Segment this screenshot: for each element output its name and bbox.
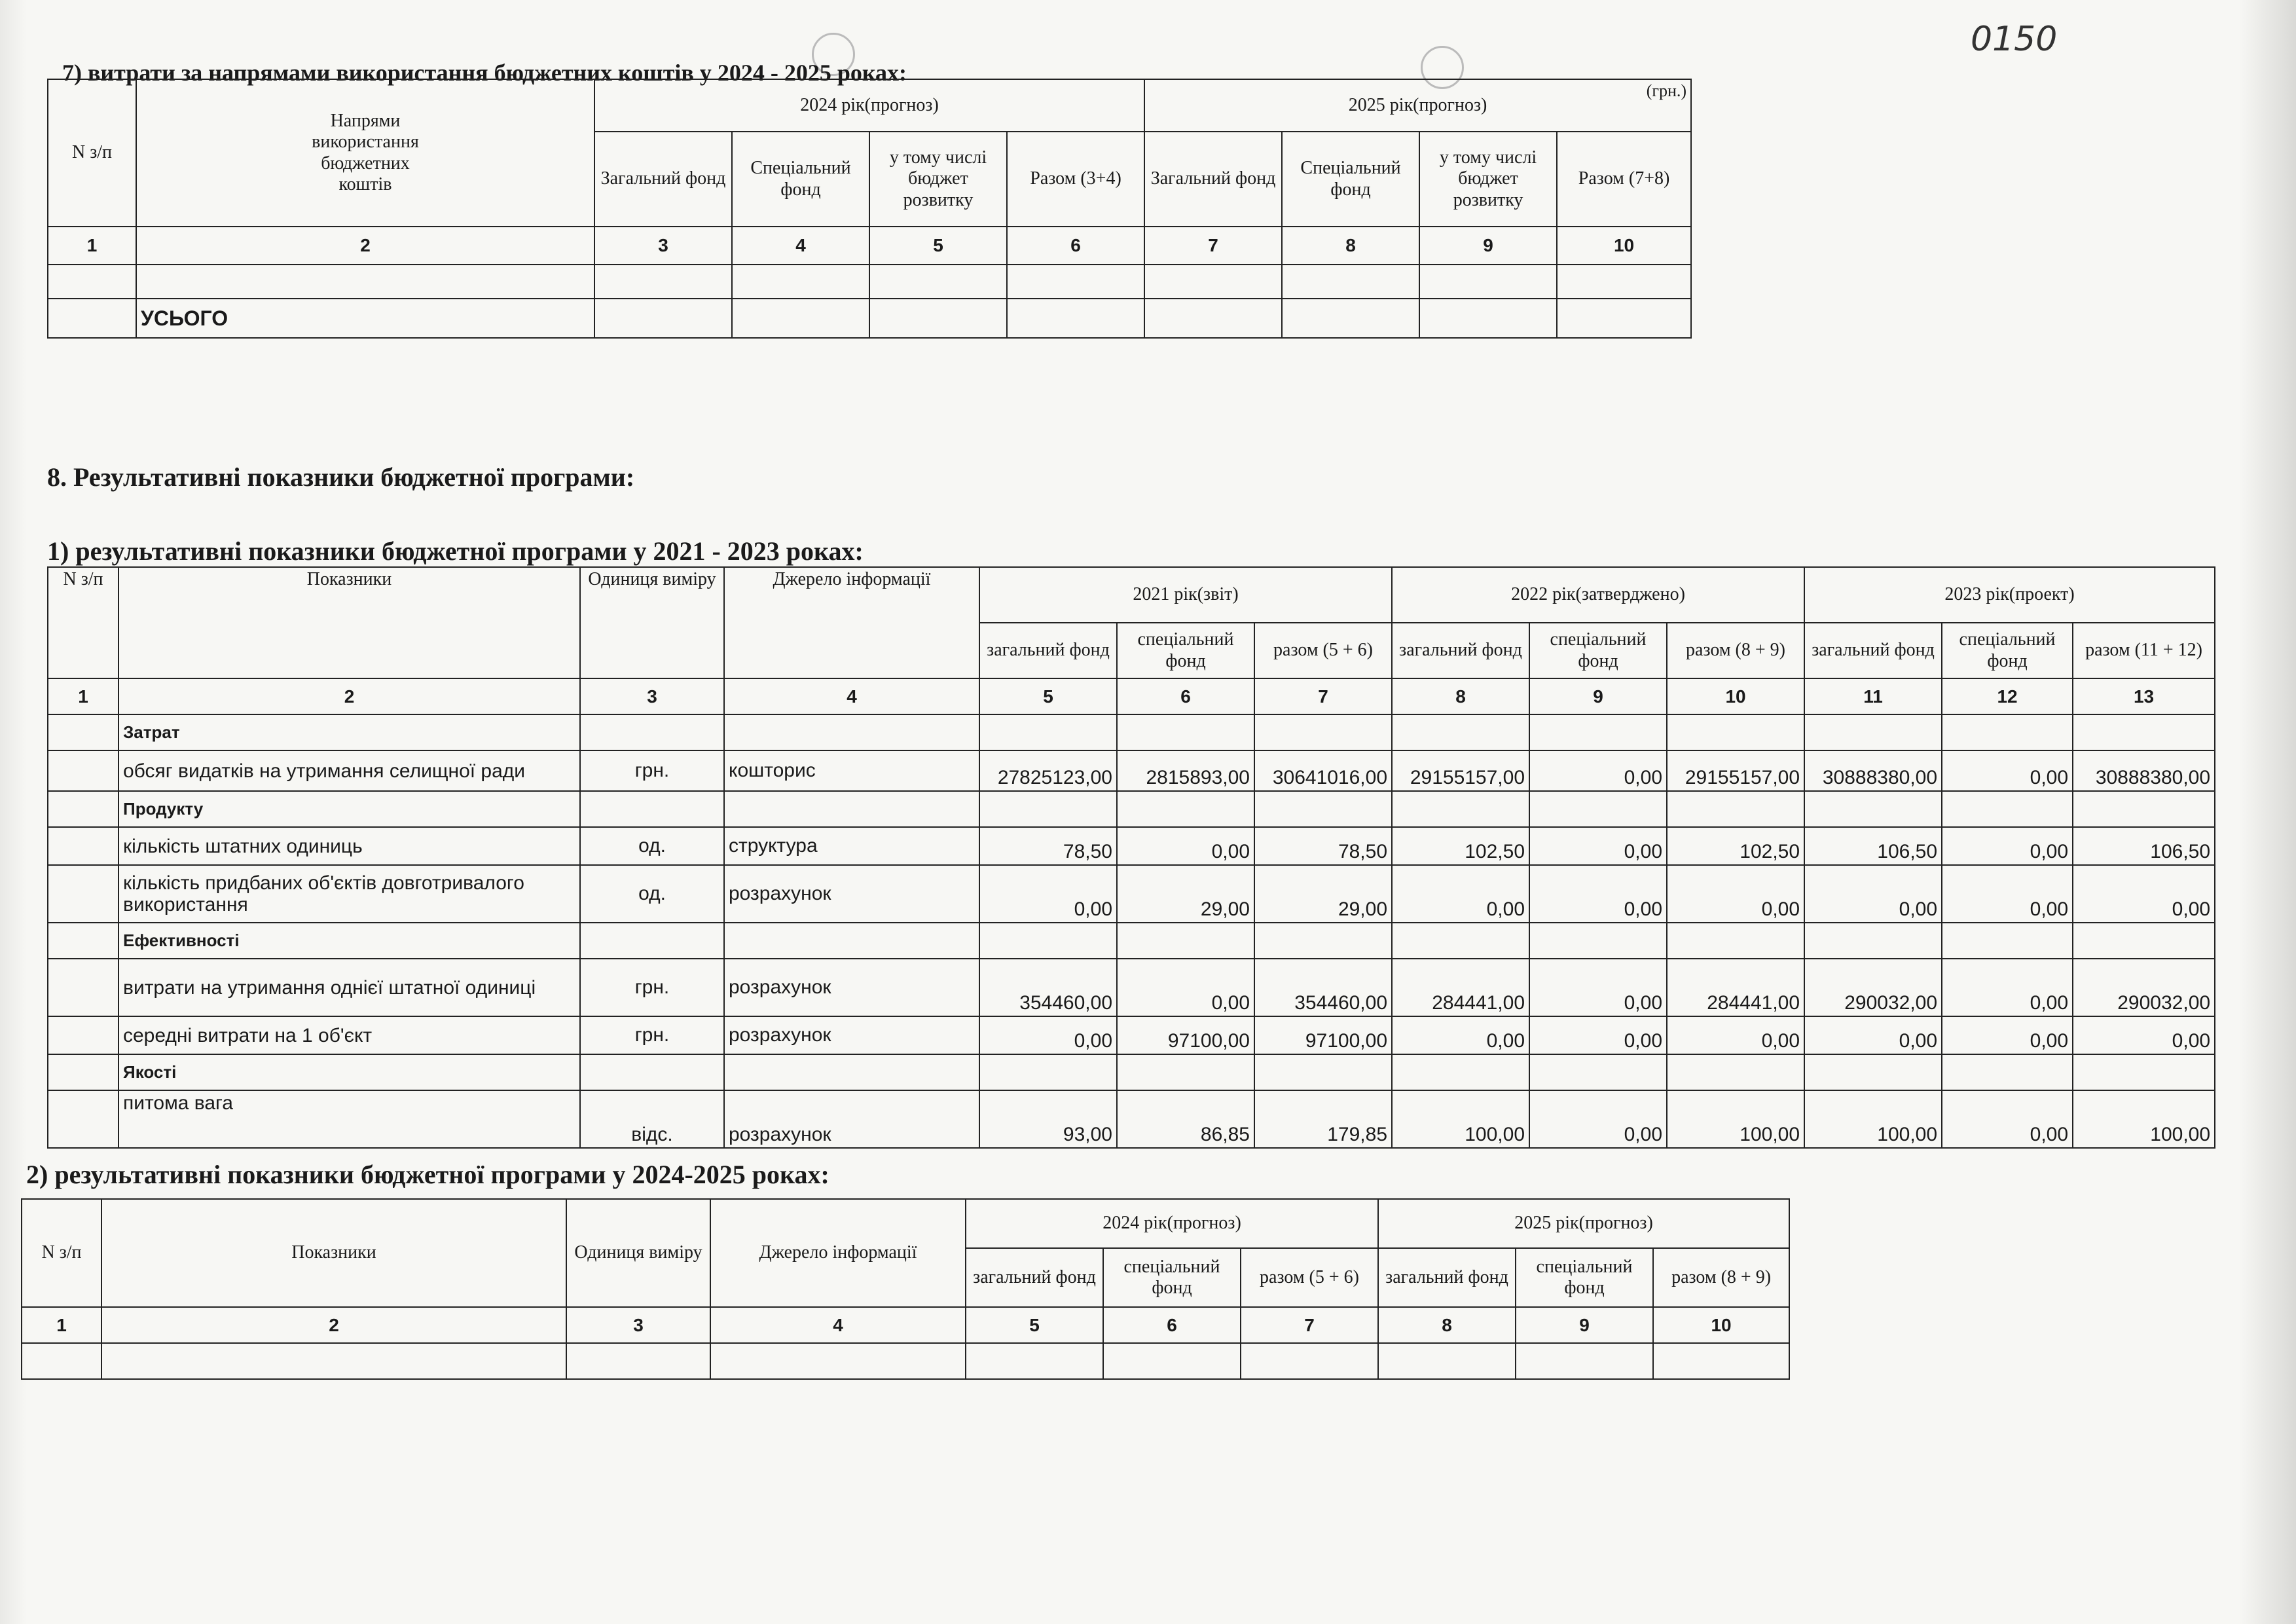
- indicator-row: [48, 827, 2215, 865]
- value-cell: 290032,00: [2073, 959, 2215, 1016]
- value-cell: 2815893,00: [1117, 750, 1254, 791]
- value-cell: 0,00: [1942, 1090, 2073, 1148]
- value-cell: 29155157,00: [1667, 750, 1804, 791]
- col-number: 10: [1667, 678, 1804, 714]
- expenditure-directions-table: [47, 79, 1692, 339]
- indicator-name: середні витрати на 1 об'єкт: [118, 1016, 580, 1054]
- col-number: 1: [22, 1307, 101, 1343]
- col-number: 4: [724, 678, 979, 714]
- category-label: Ефективності: [118, 923, 580, 959]
- sub-header: Загальний фонд: [1144, 132, 1282, 227]
- indicator-row: [48, 865, 2215, 923]
- value-cell: 106,50: [2073, 827, 2215, 865]
- total-row: [48, 299, 1691, 338]
- page-number: 0150: [1971, 20, 2058, 59]
- sub-header: разом (11 + 12): [2073, 623, 2215, 678]
- indicator-name: кількість придбаних об'єктів довготривалого використання: [118, 865, 580, 923]
- col-number: 8: [1282, 227, 1419, 265]
- value-cell: 30641016,00: [1254, 750, 1392, 791]
- indicator-unit: грн.: [580, 750, 724, 791]
- value-cell: 0,00: [1529, 1090, 1667, 1148]
- value-cell: 27825123,00: [979, 750, 1117, 791]
- value-cell: 29,00: [1254, 865, 1392, 923]
- value-cell: 284441,00: [1392, 959, 1529, 1016]
- indicator-source: розрахунок: [724, 959, 979, 1016]
- sub-header: загальний фонд: [1378, 1248, 1516, 1307]
- indicator-name: кількість штатних одиниць: [118, 827, 580, 865]
- year-2024-header: 2024 рік(прогноз): [594, 79, 1144, 132]
- sub-header: спеціальний фонд: [1942, 623, 2073, 678]
- sub-header: разом (5 + 6): [1254, 623, 1392, 678]
- col-number: 3: [580, 678, 724, 714]
- indicator-name: витрати на утримання однієї штатної одиниці: [118, 959, 580, 1016]
- indicator-row: [48, 1016, 2215, 1054]
- table-row: [22, 1343, 1789, 1379]
- value-cell: 86,85: [1117, 1090, 1254, 1148]
- section8-heading: 8. Результативні показники бюджетної програми:: [47, 462, 635, 492]
- col-unit: Одиниця виміру: [580, 567, 724, 678]
- col-number: 4: [732, 227, 869, 265]
- table-row: [48, 265, 1691, 299]
- value-cell: 29155157,00: [1392, 750, 1529, 791]
- indicator-unit: грн.: [580, 959, 724, 1016]
- sub-header: разом (5 + 6): [1241, 1248, 1378, 1307]
- col-number: 5: [966, 1307, 1103, 1343]
- sub-header: загальний фонд: [1392, 623, 1529, 678]
- col-number: 6: [1007, 227, 1144, 265]
- col-number: 9: [1516, 1307, 1653, 1343]
- sub-header: у тому числі бюджет розвитку: [1419, 132, 1557, 227]
- indicator-source: розрахунок: [724, 1090, 979, 1148]
- category-label: Якості: [118, 1054, 580, 1090]
- col-number: 4: [710, 1307, 966, 1343]
- col-number: 11: [1804, 678, 1942, 714]
- sub-header: Загальний фонд: [594, 132, 732, 227]
- value-cell: 0,00: [1529, 865, 1667, 923]
- value-cell: 78,50: [979, 827, 1117, 865]
- value-cell: 0,00: [1529, 827, 1667, 865]
- section8-sub2-heading: 2) результативні показники бюджетної програми у 2024-2025 роках:: [26, 1160, 829, 1189]
- col-no: N з/п: [22, 1199, 101, 1307]
- col-number: 9: [1419, 227, 1557, 265]
- category-row: [48, 791, 2215, 827]
- col-indicators: Показники: [118, 567, 580, 678]
- indicator-source: кошторис: [724, 750, 979, 791]
- indicator-source: структура: [724, 827, 979, 865]
- indicator-name: обсяг видатків на утримання селищної ради: [118, 750, 580, 791]
- col-source: Джерело інформації: [710, 1199, 966, 1307]
- col-number: 5: [869, 227, 1007, 265]
- col-number: 10: [1653, 1307, 1789, 1343]
- unit-note: (грн.): [1646, 81, 1687, 100]
- section7-heading: 7) витрати за напрямами використання бюджетних коштів у 2024 - 2025 роках:: [62, 60, 907, 86]
- indicator-unit: од.: [580, 827, 724, 865]
- value-cell: 0,00: [1942, 827, 2073, 865]
- value-cell: 0,00: [1942, 1016, 2073, 1054]
- col-number: 5: [979, 678, 1117, 714]
- col-unit: Одиниця виміру: [566, 1199, 710, 1307]
- col-number: 6: [1103, 1307, 1241, 1343]
- col-number: 10: [1557, 227, 1691, 265]
- col-number: 8: [1392, 678, 1529, 714]
- indicator-row: [48, 959, 2215, 1016]
- col-source: Джерело інформації: [724, 567, 979, 678]
- value-cell: 100,00: [2073, 1090, 2215, 1148]
- value-cell: 0,00: [1117, 827, 1254, 865]
- value-cell: 106,50: [1804, 827, 1942, 865]
- value-cell: 30888380,00: [1804, 750, 1942, 791]
- col-number: 7: [1254, 678, 1392, 714]
- value-cell: 100,00: [1667, 1090, 1804, 1148]
- col-number: 8: [1378, 1307, 1516, 1343]
- value-cell: 100,00: [1392, 1090, 1529, 1148]
- value-cell: 0,00: [1804, 865, 1942, 923]
- category-row: [48, 714, 2215, 750]
- value-cell: 0,00: [1942, 959, 2073, 1016]
- sub-header: у тому числі бюджет розвитку: [869, 132, 1007, 227]
- sub-header: Разом (7+8): [1557, 132, 1691, 227]
- year-2021-header: 2021 рік(звіт): [979, 567, 1392, 623]
- value-cell: 0,00: [1529, 1016, 1667, 1054]
- category-label: Продукту: [118, 791, 580, 827]
- value-cell: 0,00: [1667, 865, 1804, 923]
- value-cell: 102,50: [1667, 827, 1804, 865]
- value-cell: 0,00: [2073, 865, 2215, 923]
- col-number: 1: [48, 678, 118, 714]
- category-label: Затрат: [118, 714, 580, 750]
- value-cell: 97100,00: [1117, 1016, 1254, 1054]
- indicator-name: питома вага: [118, 1090, 580, 1148]
- value-cell: 97100,00: [1254, 1016, 1392, 1054]
- value-cell: 0,00: [1392, 1016, 1529, 1054]
- indicator-unit: грн.: [580, 1016, 724, 1054]
- value-cell: 0,00: [1942, 750, 2073, 791]
- year-2023-header: 2023 рік(проект): [1804, 567, 2215, 623]
- col-number: 3: [566, 1307, 710, 1343]
- value-cell: 93,00: [979, 1090, 1117, 1148]
- col-no: N з/п: [48, 79, 136, 227]
- col-number: 9: [1529, 678, 1667, 714]
- value-cell: 0,00: [1942, 865, 2073, 923]
- sub-header: спеціальний фонд: [1529, 623, 1667, 678]
- col-number: 7: [1241, 1307, 1378, 1343]
- sub-header: разом (8 + 9): [1667, 623, 1804, 678]
- sub-header: спеціальний фонд: [1103, 1248, 1241, 1307]
- indicator-source: розрахунок: [724, 865, 979, 923]
- value-cell: 30888380,00: [2073, 750, 2215, 791]
- value-cell: 0,00: [2073, 1016, 2215, 1054]
- value-cell: 0,00: [979, 865, 1117, 923]
- value-cell: 0,00: [1804, 1016, 1942, 1054]
- value-cell: 0,00: [1529, 959, 1667, 1016]
- year-2025-header: 2025 рік(прогноз) (грн.): [1144, 79, 1691, 132]
- sub-header: Спеціальний фонд: [732, 132, 869, 227]
- category-row: [48, 923, 2215, 959]
- sub-header: разом (8 + 9): [1653, 1248, 1789, 1307]
- col-indicators: Показники: [101, 1199, 566, 1307]
- col-number: 6: [1117, 678, 1254, 714]
- value-cell: 29,00: [1117, 865, 1254, 923]
- col-number: 7: [1144, 227, 1282, 265]
- sub-header: Разом (3+4): [1007, 132, 1144, 227]
- indicators-2024-2025-table: [21, 1198, 1790, 1380]
- sub-header: загальний фонд: [1804, 623, 1942, 678]
- value-cell: 0,00: [1117, 959, 1254, 1016]
- value-cell: 102,50: [1392, 827, 1529, 865]
- value-cell: 0,00: [979, 1016, 1117, 1054]
- value-cell: 100,00: [1804, 1090, 1942, 1148]
- col-number: 2: [118, 678, 580, 714]
- col-number: 2: [101, 1307, 566, 1343]
- sub-header: загальний фонд: [979, 623, 1117, 678]
- sub-header: загальний фонд: [966, 1248, 1103, 1307]
- value-cell: 354460,00: [1254, 959, 1392, 1016]
- col-number: 13: [2073, 678, 2215, 714]
- value-cell: 0,00: [1529, 750, 1667, 791]
- value-cell: 78,50: [1254, 827, 1392, 865]
- value-cell: 179,85: [1254, 1090, 1392, 1148]
- total-label: УСЬОГО: [136, 299, 594, 338]
- indicators-2021-2023-table: [47, 566, 2215, 1149]
- value-cell: 0,00: [1667, 1016, 1804, 1054]
- year-2025-header: 2025 рік(прогноз): [1378, 1199, 1789, 1248]
- value-cell: 290032,00: [1804, 959, 1942, 1016]
- value-cell: 354460,00: [979, 959, 1117, 1016]
- col-number: 2: [136, 227, 594, 265]
- col-number: 12: [1942, 678, 2073, 714]
- indicator-row: [48, 750, 2215, 791]
- sub-header: спеціальний фонд: [1117, 623, 1254, 678]
- sub-header: спеціальний фонд: [1516, 1248, 1653, 1307]
- indicator-unit: відс.: [580, 1090, 724, 1148]
- indicator-unit: од.: [580, 865, 724, 923]
- col-direction: Напрями використання бюджетних коштів: [136, 79, 594, 227]
- category-row: [48, 1054, 2215, 1090]
- sub-header: Спеціальний фонд: [1282, 132, 1419, 227]
- indicator-row: [48, 1090, 2215, 1148]
- col-no: N з/п: [48, 567, 118, 678]
- indicator-source: розрахунок: [724, 1016, 979, 1054]
- value-cell: 284441,00: [1667, 959, 1804, 1016]
- year-2024-header: 2024 рік(прогноз): [966, 1199, 1378, 1248]
- col-number: 3: [594, 227, 732, 265]
- col-number: 1: [48, 227, 136, 265]
- value-cell: 0,00: [1392, 865, 1529, 923]
- section8-sub1-heading: 1) результативні показники бюджетної програми у 2021 - 2023 роках:: [47, 536, 864, 566]
- year-2022-header: 2022 рік(затверджено): [1392, 567, 1804, 623]
